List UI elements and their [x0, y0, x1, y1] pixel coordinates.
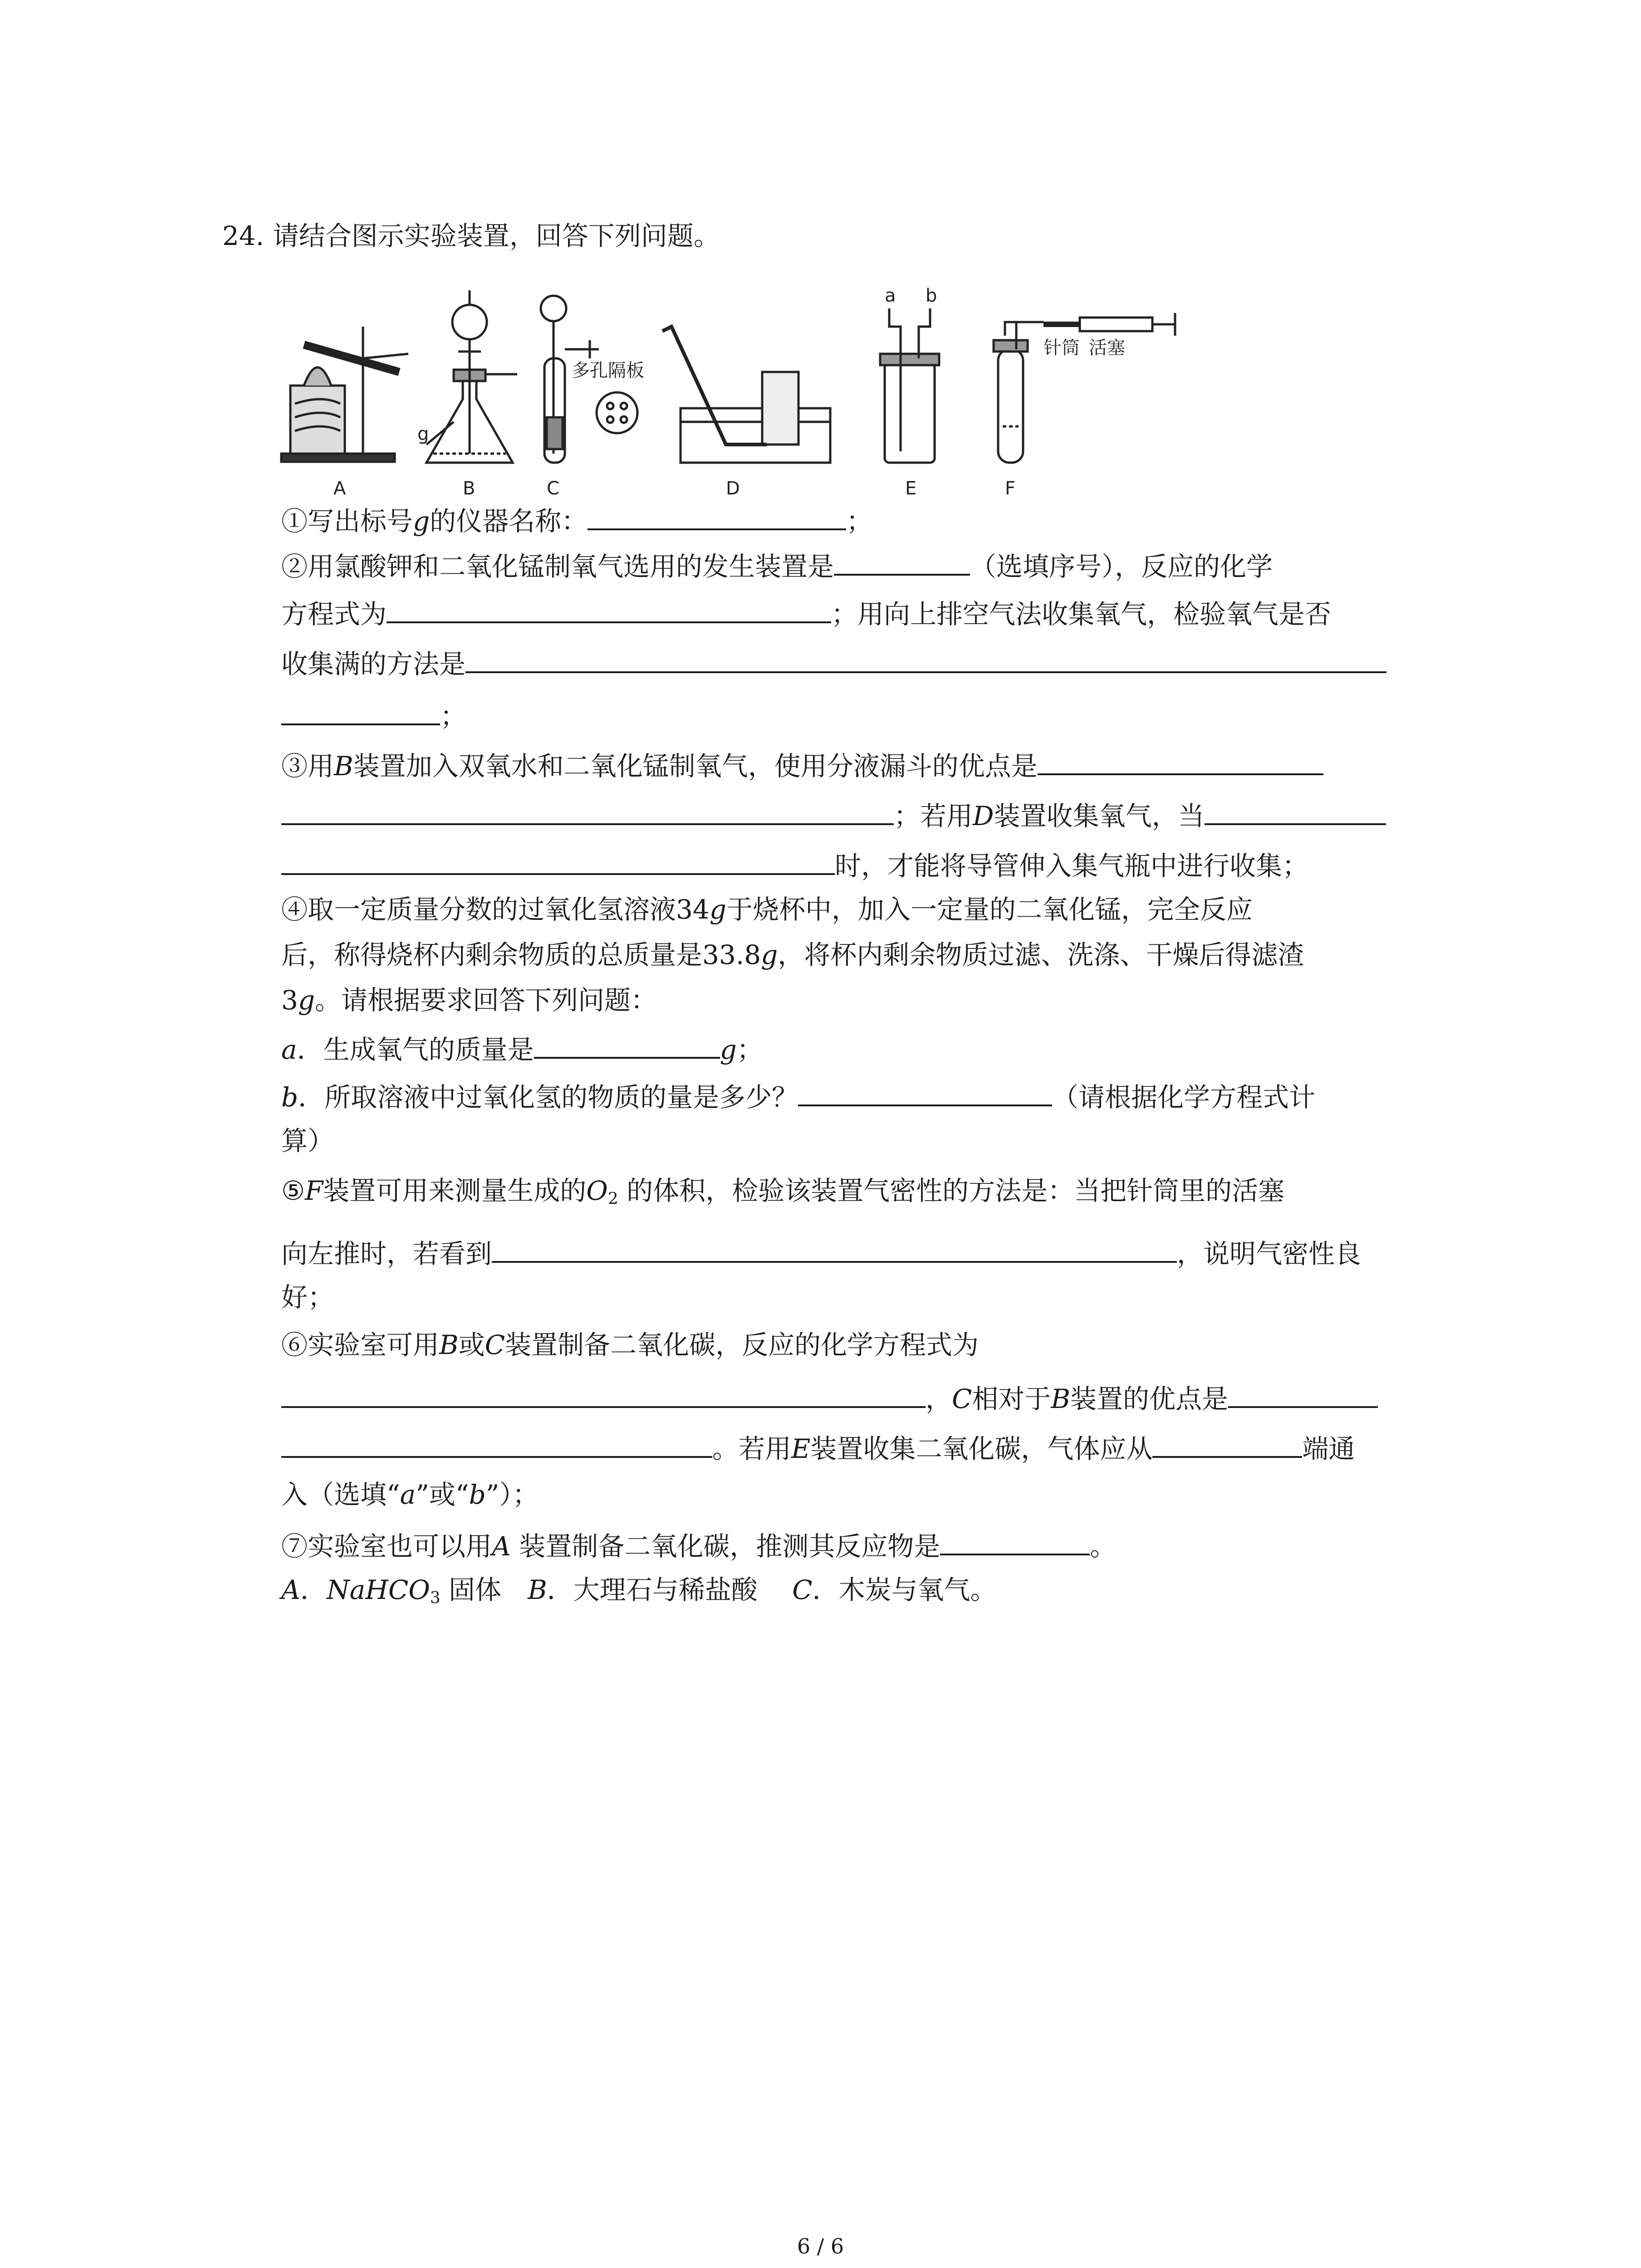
text: g	[298, 985, 315, 1016]
answer-blank[interactable]	[465, 644, 1386, 673]
apparatus-e	[880, 308, 939, 463]
sub-question-3	[281, 746, 1323, 782]
apparatus-a	[281, 327, 408, 462]
sub-question-6	[281, 1327, 979, 1363]
answer-blank[interactable]	[834, 547, 970, 576]
text: 。请根据要求回答下列问题：	[315, 985, 657, 1016]
apparatus-b	[426, 290, 517, 463]
sub-question-7-options	[281, 1572, 997, 1608]
answer-blank[interactable]	[1228, 1379, 1378, 1408]
text: B	[1051, 1383, 1071, 1414]
sub-question-4-cont	[281, 937, 1304, 973]
label-a: A	[333, 478, 346, 499]
text: g	[761, 939, 778, 970]
text: ①写出标号	[281, 506, 413, 537]
answer-blank[interactable]	[1038, 746, 1323, 775]
text: C	[485, 1330, 505, 1360]
sub-question-4a	[281, 1030, 763, 1066]
text: 装置制备二氧化碳，推测其反应物是	[510, 1531, 941, 1562]
text: 装置制备二氧化碳，反应的化学方程式为	[505, 1330, 979, 1360]
sub-question-3-cont	[281, 846, 1308, 882]
text: b	[281, 1082, 299, 1113]
question-stem	[222, 218, 720, 254]
text: 装置收集二氧化碳，气体应从	[810, 1433, 1153, 1464]
text: ．生成氧气的质量是	[297, 1034, 534, 1065]
text: 装置收集氧气，当	[994, 801, 1205, 831]
text: 后，称得烧杯内剩余物质的总质量是33.8	[281, 939, 761, 970]
text: 装置的优点是	[1070, 1383, 1229, 1414]
answer-blank[interactable]	[387, 594, 831, 623]
answer-blank[interactable]	[281, 1379, 926, 1408]
text: 相对于	[972, 1383, 1051, 1414]
sub-question-6-cont	[281, 1379, 1378, 1415]
text: ；	[846, 506, 873, 537]
sub-question-1	[281, 501, 872, 538]
sub-question-6-cont	[281, 1476, 539, 1513]
text: F	[305, 1175, 323, 1206]
text: ；若用	[894, 801, 973, 831]
text: ．所取溶液中过氧化氢的物质的量是多少？	[298, 1082, 798, 1113]
text: g	[720, 1034, 737, 1065]
sub-question-4	[281, 891, 1253, 928]
text: 2	[607, 1189, 618, 1208]
text: ”）；	[485, 1479, 539, 1510]
text: 。若用	[712, 1433, 792, 1464]
apparatus-d	[662, 327, 830, 463]
sub-question-2-cont	[281, 594, 1331, 631]
text: a	[281, 1034, 297, 1065]
label-e: E	[905, 478, 917, 499]
text: B	[439, 1330, 459, 1360]
page-number: 6 / 6	[797, 2234, 844, 2258]
label-f: F	[1005, 478, 1016, 499]
text: a	[400, 1479, 416, 1510]
text: ③用	[281, 751, 334, 782]
text: ⑦实验室也可以用	[281, 1531, 492, 1562]
option-b-letter: B	[528, 1574, 547, 1605]
sub-question-3-cont	[281, 796, 1386, 832]
question-text: 请结合图示实验装置，回答下列问题。	[272, 220, 720, 251]
sub-question-2-cont	[281, 644, 1386, 680]
sub-question-4b	[281, 1077, 1315, 1114]
text: ．	[300, 1574, 327, 1605]
port-a-label: a	[885, 285, 896, 306]
sub-question-2-cont	[281, 696, 466, 733]
port-b-label: b	[926, 285, 937, 306]
text: A	[492, 1531, 511, 1562]
option-a-formula: NaHCO	[326, 1574, 430, 1605]
text: 装置可用来测量生成的	[323, 1175, 587, 1206]
label-d: D	[726, 478, 740, 499]
text: 。	[1090, 1531, 1117, 1562]
sub-question-6-cont	[281, 1429, 1355, 1465]
answer-blank[interactable]	[588, 501, 846, 530]
text: ，将杯内剩余物质过滤、洗涤、干燥后得滤渣	[778, 939, 1304, 970]
option-c-letter: C	[792, 1574, 813, 1605]
text: 3	[430, 1588, 441, 1607]
text: ．木炭与氧气。	[812, 1574, 997, 1605]
text: B	[334, 751, 353, 782]
answer-blank[interactable]	[281, 1429, 712, 1458]
text: 算）	[281, 1125, 334, 1156]
answer-blank[interactable]	[1152, 1429, 1302, 1458]
text: O	[586, 1175, 608, 1206]
answer-blank[interactable]	[281, 696, 440, 725]
answer-blank[interactable]	[940, 1526, 1090, 1555]
answer-blank[interactable]	[534, 1030, 720, 1059]
answer-blank[interactable]	[281, 796, 894, 825]
label-g: g	[417, 424, 429, 445]
text: 端通	[1302, 1433, 1355, 1464]
text: （选填序号），反应的化学	[970, 551, 1273, 582]
text: ．大理石与稀盐酸	[547, 1574, 793, 1605]
text: （请根据化学方程式计	[1052, 1082, 1316, 1113]
text: 3	[281, 985, 298, 1016]
apparatus-figure	[272, 272, 1180, 499]
text: g	[709, 894, 726, 925]
answer-blank[interactable]	[492, 1234, 1177, 1263]
text: ④取一定质量分数的过氧化氢溶液34	[281, 894, 710, 925]
text: 好；	[281, 1282, 334, 1313]
text: 固体	[440, 1574, 528, 1605]
question-number: 24.	[222, 220, 265, 251]
piston-label: 活塞	[1089, 337, 1125, 358]
text: ；	[736, 1034, 763, 1065]
text: 收集满的方法是	[281, 649, 466, 679]
text: ”或“	[416, 1479, 469, 1510]
apparatus-f	[994, 313, 1175, 463]
text: ⑥实验室可用	[281, 1330, 440, 1360]
answer-blank[interactable]	[281, 846, 835, 875]
porous-plate-label: 多孔隔板	[572, 360, 644, 381]
sub-question-2	[281, 547, 1273, 583]
text: 入（选填“	[281, 1479, 400, 1510]
text: C	[952, 1383, 972, 1414]
text: ；用向上排空气法收集氧气，检验氧气是否	[831, 599, 1332, 630]
text: 向左推时，若看到	[281, 1238, 492, 1269]
text: 时，才能将导管伸入集气瓶中进行收集；	[835, 850, 1309, 881]
text: ，	[926, 1383, 952, 1414]
sub-question-5-cont	[281, 1279, 334, 1315]
answer-blank[interactable]	[1205, 796, 1386, 825]
text: 的仪器名称：	[430, 506, 588, 537]
answer-blank[interactable]	[798, 1077, 1052, 1106]
text: ，说明气密性良	[1177, 1238, 1362, 1269]
text: D	[973, 801, 994, 831]
syringe-label: 针筒	[1043, 337, 1080, 358]
text: 或	[458, 1330, 485, 1360]
sub-question-4b-cont	[281, 1123, 334, 1159]
sub-question-4-cont	[281, 982, 657, 1018]
text: ；	[440, 701, 467, 732]
text: 于烧杯中，加入一定量的二氧化锰，完全反应	[726, 894, 1253, 925]
label-b: B	[463, 478, 475, 499]
label-c: C	[547, 478, 559, 499]
text: g	[413, 506, 430, 537]
text: ⑤	[281, 1175, 305, 1206]
text: 方程式为	[281, 599, 387, 630]
text: ②用氯酸钾和二氧化锰制氧气选用的发生装置是	[281, 551, 834, 582]
text: E	[791, 1433, 811, 1464]
sub-question-5-cont	[281, 1234, 1361, 1270]
text: 的体积，检验该装置气密性的方法是：当把针筒里的活塞	[618, 1175, 1285, 1206]
text: 装置加入双氧水和二氧化锰制氧气，使用分液漏斗的优点是	[353, 751, 1038, 782]
sub-question-5	[281, 1173, 1284, 1209]
text: b	[469, 1479, 486, 1510]
option-a-letter: A	[281, 1574, 300, 1605]
sub-question-7	[281, 1526, 1116, 1563]
